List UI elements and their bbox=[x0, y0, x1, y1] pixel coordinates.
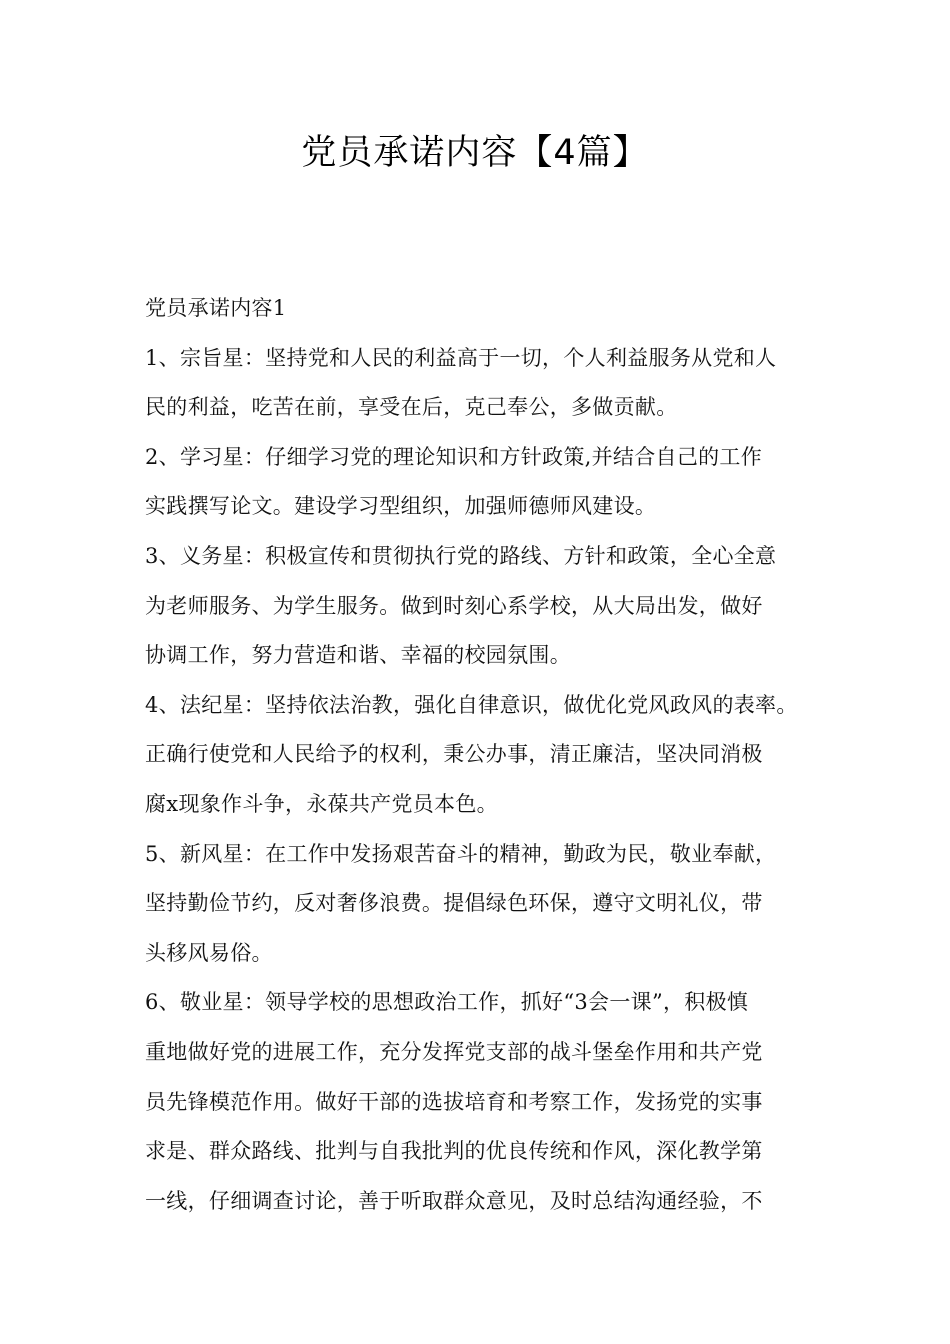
section-heading: 党员承诺内容1 bbox=[145, 296, 287, 320]
paragraph-line: 为老师服务、为学生服务。做到时刻心系学校，从大局出发，做好 bbox=[145, 593, 763, 618]
paragraph-line: 员先锋模范作用。做好干部的选拔培育和考察工作，发扬党的实事 bbox=[145, 1089, 763, 1114]
paragraph-line: 腐x现象作斗争，永葆共产党员本色。 bbox=[145, 791, 498, 816]
paragraph-line: 协调工作，努力营造和谐、幸福的校园氛围。 bbox=[145, 643, 571, 668]
paragraph-line: 一线，仔细调查讨论，善于听取群众意见，及时总结沟通经验，不 bbox=[145, 1188, 763, 1213]
paragraph-line: 头移风易俗。 bbox=[145, 940, 273, 965]
paragraph-line: 5、新风星：在工作中发扬艰苦奋斗的精神，勤政为民，敬业奉献， bbox=[145, 841, 777, 866]
paragraph-line: 求是、群众路线、批判与自我批判的优良传统和作风，深化教学第 bbox=[145, 1139, 763, 1164]
paragraph-line: 重地做好党的进展工作，充分发挥党支部的战斗堡垒作用和共产党 bbox=[145, 1039, 763, 1064]
document-title: 党员承诺内容【4篇】 bbox=[301, 133, 649, 173]
paragraph-line: 2、学习星：仔细学习党的理论知识和方针政策,并结合自己的工作 bbox=[145, 444, 763, 469]
paragraph-line: 坚持勤俭节约，反对奢侈浪费。提倡绿色环保，遵守文明礼仪，带 bbox=[145, 891, 763, 916]
paragraph-line: 1、宗旨星：坚持党和人民的利益高于一切，个人利益服务从党和人 bbox=[145, 345, 777, 370]
paragraph-line: 6、敬业星：领导学校的思想政治工作，抓好“3会一课”，积极慎 bbox=[145, 990, 749, 1015]
paragraph-line: 4、法纪星：坚持依法治教，强化自律意识，做优化党风政风的表率。 bbox=[145, 692, 798, 717]
document-body bbox=[145, 284, 835, 1226]
paragraph-line: 3、义务星：积极宣传和贯彻执行党的路线、方针和政策，全心全意 bbox=[145, 543, 777, 568]
paragraph-line: 正确行使党和人民给予的权利，秉公办事，清正廉洁，坚决同消极 bbox=[145, 742, 763, 767]
paragraph-line: 实践撰写论文。建设学习型组织，加强师德师风建设。 bbox=[145, 494, 657, 519]
paragraph-line: 民的利益，吃苦在前，享受在后，克己奉公，多做贡献。 bbox=[145, 395, 678, 420]
